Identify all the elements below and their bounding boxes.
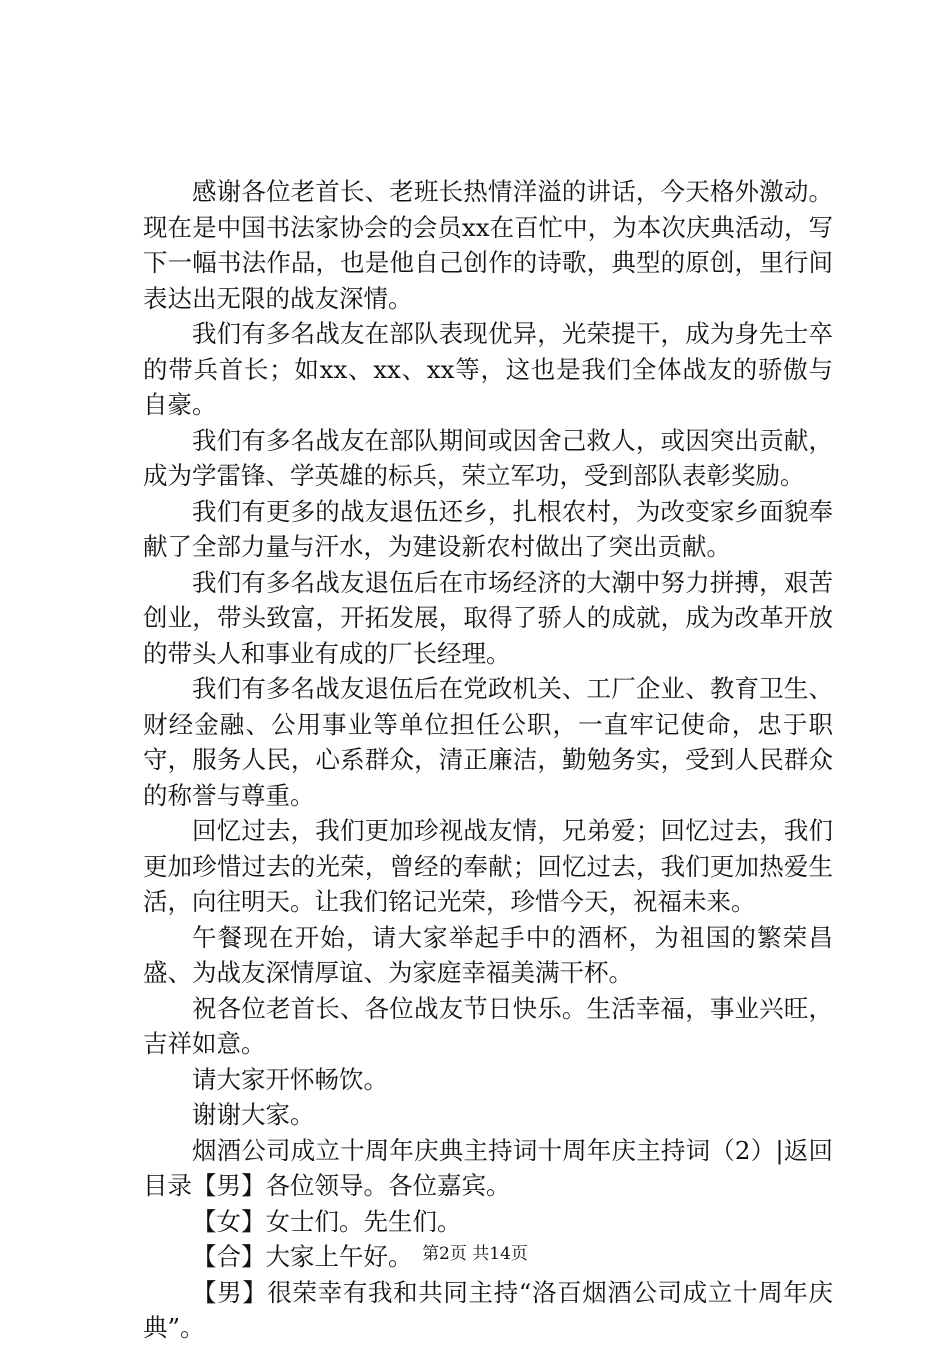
page-footer <box>0 1242 950 1266</box>
paragraph: 我们有多名战友在部队表现优异，光荣提干，成为身先士卒的带兵首长；如xx、xx、xx等，这也是我们全体战友的骄傲与自豪。 <box>143 319 833 419</box>
paragraph: 我们有多名战友退伍后在党政机关、工厂企业、教育卫生、财经金融、公用事业等单位担任公职，一直牢记使命，忠于职守，服务人民，心系群众，清正廉洁，勤勉务实，受到人民群众的称誉与尊重。 <box>143 674 833 810</box>
paragraph: 【合】大家上午好。 <box>192 1242 413 1271</box>
paragraph: 请大家开怀畅饮。 <box>192 1064 388 1094</box>
paragraph: 烟酒公司成立十周年庆典主持词十周年庆主持词（2）|返回目录【男】各位领导。各位嘉宾。 <box>143 1135 833 1200</box>
document-body <box>143 174 833 1346</box>
paragraph: 感谢各位老首长、老班长热情洋溢的讲话，今天格外激动。现在是中国书法家协会的会员xx在百忙中，为本次庆典活动，写下一幅书法作品，也是他自己创作的诗歌，典型的原创，里行间表达出无限的战友深情。 <box>143 177 833 313</box>
paragraph: 【女】女士们。先生们。 <box>192 1206 462 1236</box>
paragraph: 我们有更多的战友退伍还乡，扎根农村，为改变家乡面貌奉献了全部力量与汗水，为建设新农村做出了突出贡献。 <box>143 496 833 561</box>
paragraph: 我们有多名战友退伍后在市场经济的大潮中努力拼搏，艰苦创业，带头致富，开拓发展，取得了骄人的成就，成为改革开放的带头人和事业有成的厂长经理。 <box>143 567 833 668</box>
paragraph: 祝各位老首长、各位战友节日快乐。生活幸福，事业兴旺，吉祥如意。 <box>143 993 833 1058</box>
paragraph: 我们有多名战友在部队期间或因舍己救人，或因突出贡献，成为学雷锋、学英雄的标兵，荣立军功，受到部队表彰奖励。 <box>143 425 833 490</box>
page-number: 第2页 共14页 <box>422 1244 528 1264</box>
paragraph: 谢谢大家。 <box>192 1100 315 1129</box>
paragraph: 【男】很荣幸有我和共同主持“洛百烟酒公司成立十周年庆典”。 <box>143 1277 833 1342</box>
paragraph: 回忆过去，我们更加珍视战友情，兄弟爱；回忆过去，我们更加珍惜过去的光荣，曾经的奉献；回忆过去，我们更加热爱生活，向往明天。让我们铭记光荣，珍惜今天，祝福未来。 <box>143 816 833 916</box>
paragraph: 午餐现在开始，请大家举起手中的酒杯，为祖国的繁荣昌盛、为战友深情厚谊、为家庭幸福美满干杯。 <box>143 922 833 987</box>
